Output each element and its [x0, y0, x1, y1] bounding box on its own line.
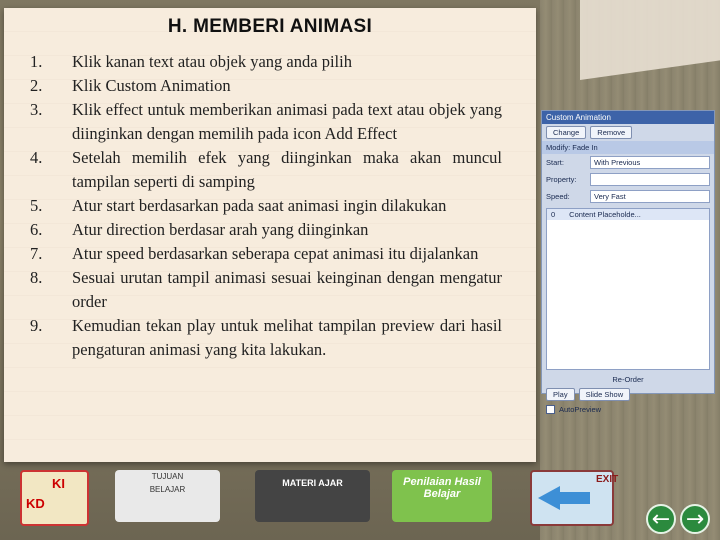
steps-list: [22, 50, 502, 362]
kd-label: KD: [26, 496, 45, 511]
custom-animation-pane: [541, 110, 715, 414]
property-select[interactable]: [590, 173, 710, 186]
exit-button[interactable]: [530, 470, 619, 526]
step-item: [22, 146, 502, 194]
play-button[interactable]: Play: [546, 388, 575, 401]
step-text: Klik effect untuk memberikan animasi pada text atau objek yang diinginkan dengan memilih pada icon Add Effect: [72, 100, 502, 143]
materi-ajar-button[interactable]: [255, 470, 370, 522]
animation-list[interactable]: [546, 208, 710, 370]
step-text: Atur start berdasarkan pada saat animasi ingin dilakukan: [72, 196, 447, 215]
step-text: Setelah memilih efek yang diinginkan maka akan muncul tampilan seperti di samping: [72, 148, 502, 191]
penilaian-label-line2: Belajar: [423, 488, 461, 500]
autopreview-label: AutoPreview: [559, 405, 602, 414]
step-number: 5.: [30, 196, 43, 215]
change-button[interactable]: Change: [546, 126, 586, 139]
animation-target: Content Placeholde...: [569, 210, 641, 219]
step-item: [22, 98, 502, 146]
slide-title: H. MEMBERI ANIMASI: [167, 16, 373, 37]
step-text: Klik kanan text atau objek yang anda pilih: [72, 52, 352, 71]
next-arrow-icon[interactable]: →: [680, 504, 710, 534]
property-label: Property:: [546, 175, 577, 184]
penilaian-hasil-belajar-button[interactable]: [392, 470, 492, 522]
step-number: 3.: [30, 100, 43, 119]
animation-order-number: 0: [551, 210, 556, 219]
step-item: [22, 218, 502, 242]
step-item: [22, 74, 502, 98]
ki-kd-button[interactable]: [20, 470, 89, 526]
materi-label: MATERI AJAR: [282, 478, 343, 488]
step-text: Klik Custom Animation: [72, 76, 231, 95]
step-item: [22, 50, 502, 74]
step-item: [22, 194, 502, 218]
speed-select[interactable]: Very Fast: [590, 190, 710, 203]
autopreview-checkbox[interactable]: [546, 405, 555, 414]
step-number: 2.: [30, 76, 43, 95]
prev-arrow-icon[interactable]: ←: [646, 504, 676, 534]
belajar-label: BELAJAR: [149, 485, 186, 494]
step-number: 8.: [30, 268, 43, 287]
exit-label: EXIT: [596, 474, 619, 485]
tujuan-belajar-button[interactable]: [115, 470, 220, 522]
step-text: Atur direction berdasar arah yang diinginkan: [72, 220, 369, 239]
step-number: 4.: [30, 148, 43, 167]
start-select[interactable]: With Previous: [590, 156, 710, 169]
penilaian-label-line1: Penilaian Hasil: [403, 476, 481, 488]
ki-label: KI: [52, 476, 65, 491]
slide-show-button[interactable]: Slide Show: [579, 388, 631, 401]
step-number: 1.: [30, 52, 43, 71]
exit-arrow-icon: [538, 486, 560, 510]
modify-header: Modify: Fade In: [542, 141, 714, 154]
step-text: Atur speed berdasarkan seberapa cepat animasi itu dijalankan: [72, 244, 479, 263]
start-label: Start:: [546, 158, 564, 167]
pane-title: Custom Animation: [542, 111, 714, 124]
step-text: Sesuai urutan tampil animasi sesuai keinginan dengan mengatur order: [72, 268, 502, 311]
reorder-label: Re-Order: [612, 375, 644, 384]
step-number: 7.: [30, 244, 43, 263]
step-item: [22, 242, 502, 266]
step-item: [22, 266, 502, 314]
step-item: [22, 314, 502, 362]
step-number: 9.: [30, 316, 43, 335]
step-text: Kemudian tekan play untuk melihat tampilan preview dari hasil pengaturan animasi yang kita lakukan.: [72, 316, 502, 359]
speed-label: Speed:: [546, 192, 570, 201]
step-number: 6.: [30, 220, 43, 239]
remove-button[interactable]: Remove: [590, 126, 632, 139]
exit-arrow-shaft: [558, 492, 590, 504]
animation-list-item[interactable]: [547, 209, 709, 220]
tujuan-label: TUJUAN: [151, 472, 184, 481]
